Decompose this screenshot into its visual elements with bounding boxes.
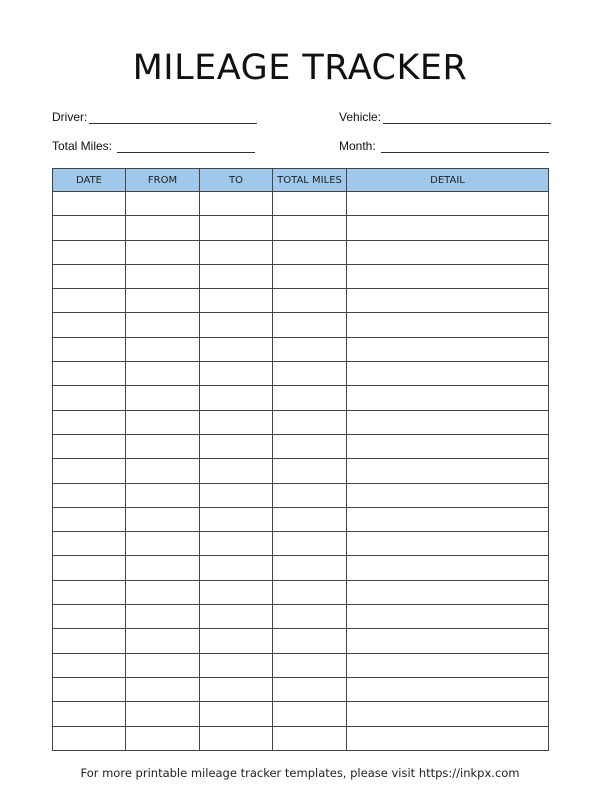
table-row	[53, 386, 549, 410]
table-body	[53, 192, 549, 751]
cell-total-miles[interactable]	[273, 434, 347, 458]
vehicle-input-line[interactable]	[383, 111, 551, 124]
cell-total-miles[interactable]	[273, 264, 347, 288]
cell-to[interactable]	[200, 410, 273, 434]
header-from: FROM	[126, 169, 200, 192]
cell-to[interactable]	[200, 532, 273, 556]
month-label: Month:	[339, 139, 376, 153]
cell-date[interactable]	[53, 580, 126, 604]
cell-from[interactable]	[126, 629, 200, 653]
cell-detail[interactable]	[347, 629, 549, 653]
table-row	[53, 556, 549, 580]
cell-date[interactable]	[53, 410, 126, 434]
cell-from[interactable]	[126, 289, 200, 313]
table-row	[53, 337, 549, 361]
cell-to[interactable]	[200, 434, 273, 458]
cell-from[interactable]	[126, 337, 200, 361]
cell-to[interactable]	[200, 580, 273, 604]
cell-from[interactable]	[126, 362, 200, 386]
total-miles-input-line[interactable]	[117, 140, 255, 153]
vehicle-field[interactable]	[339, 110, 551, 124]
table-row	[53, 726, 549, 750]
cell-detail[interactable]	[347, 264, 549, 288]
cell-to[interactable]	[200, 240, 273, 264]
cell-from[interactable]	[126, 386, 200, 410]
cell-detail[interactable]	[347, 459, 549, 483]
table-row	[53, 362, 549, 386]
cell-date[interactable]	[53, 240, 126, 264]
cell-total-miles[interactable]	[273, 192, 347, 216]
cell-from[interactable]	[126, 580, 200, 604]
cell-detail[interactable]	[347, 702, 549, 726]
cell-date[interactable]	[53, 192, 126, 216]
cell-date[interactable]	[53, 605, 126, 629]
cell-total-miles[interactable]	[273, 726, 347, 750]
cell-total-miles[interactable]	[273, 532, 347, 556]
cell-from[interactable]	[126, 726, 200, 750]
cell-detail[interactable]	[347, 726, 549, 750]
cell-to[interactable]	[200, 459, 273, 483]
footer-note: For more printable mileage tracker templates, please visit https://inkpx.com	[80, 766, 520, 780]
header-to: TO	[200, 169, 273, 192]
cell-date[interactable]	[53, 532, 126, 556]
cell-to[interactable]	[200, 264, 273, 288]
cell-total-miles[interactable]	[273, 240, 347, 264]
cell-detail[interactable]	[347, 386, 549, 410]
header-total-miles: TOTAL MILES	[273, 169, 347, 192]
total-miles-field[interactable]	[52, 139, 255, 153]
cell-date[interactable]	[53, 289, 126, 313]
cell-date[interactable]	[53, 483, 126, 507]
cell-detail[interactable]	[347, 240, 549, 264]
table-row	[53, 216, 549, 240]
cell-from[interactable]	[126, 702, 200, 726]
cell-to[interactable]	[200, 653, 273, 677]
cell-date[interactable]	[53, 726, 126, 750]
cell-detail[interactable]	[347, 216, 549, 240]
cell-detail[interactable]	[347, 605, 549, 629]
table-row	[53, 653, 549, 677]
cell-total-miles[interactable]	[273, 289, 347, 313]
table-row	[53, 289, 549, 313]
cell-from[interactable]	[126, 459, 200, 483]
cell-to[interactable]	[200, 313, 273, 337]
cell-to[interactable]	[200, 677, 273, 701]
cell-to[interactable]	[200, 629, 273, 653]
cell-from[interactable]	[126, 605, 200, 629]
cell-detail[interactable]	[347, 580, 549, 604]
table-row	[53, 434, 549, 458]
month-field[interactable]	[339, 139, 549, 153]
header-detail: DETAIL	[347, 169, 549, 192]
cell-to[interactable]	[200, 483, 273, 507]
table-row	[53, 507, 549, 531]
cell-detail[interactable]	[347, 653, 549, 677]
table-row	[53, 629, 549, 653]
cell-from[interactable]	[126, 483, 200, 507]
cell-total-miles[interactable]	[273, 483, 347, 507]
cell-total-miles[interactable]	[273, 386, 347, 410]
cell-from[interactable]	[126, 434, 200, 458]
cell-detail[interactable]	[347, 192, 549, 216]
cell-date[interactable]	[53, 459, 126, 483]
cell-to[interactable]	[200, 362, 273, 386]
total-miles-label: Total Miles:	[52, 139, 113, 153]
driver-field[interactable]	[52, 110, 257, 124]
cell-total-miles[interactable]	[273, 507, 347, 531]
cell-total-miles[interactable]	[273, 410, 347, 434]
table-row	[53, 483, 549, 507]
cell-from[interactable]	[126, 264, 200, 288]
month-input-line[interactable]	[381, 140, 549, 153]
cell-total-miles[interactable]	[273, 580, 347, 604]
cell-detail[interactable]	[347, 556, 549, 580]
table-row	[53, 410, 549, 434]
cell-detail[interactable]	[347, 337, 549, 361]
cell-date[interactable]	[53, 434, 126, 458]
cell-to[interactable]	[200, 726, 273, 750]
cell-date[interactable]	[53, 629, 126, 653]
cell-to[interactable]	[200, 702, 273, 726]
table-row	[53, 240, 549, 264]
cell-to[interactable]	[200, 556, 273, 580]
cell-total-miles[interactable]	[273, 337, 347, 361]
cell-total-miles[interactable]	[273, 362, 347, 386]
driver-input-line[interactable]	[89, 111, 257, 124]
table-row	[53, 677, 549, 701]
cell-date[interactable]	[53, 313, 126, 337]
table-row	[53, 313, 549, 337]
cell-to[interactable]	[200, 337, 273, 361]
cell-detail[interactable]	[347, 677, 549, 701]
cell-total-miles[interactable]	[273, 653, 347, 677]
cell-date[interactable]	[53, 264, 126, 288]
cell-to[interactable]	[200, 192, 273, 216]
cell-detail[interactable]	[347, 362, 549, 386]
cell-from[interactable]	[126, 192, 200, 216]
cell-from[interactable]	[126, 240, 200, 264]
cell-total-miles[interactable]	[273, 459, 347, 483]
cell-total-miles[interactable]	[273, 605, 347, 629]
cell-detail[interactable]	[347, 507, 549, 531]
cell-date[interactable]	[53, 677, 126, 701]
table-row	[53, 192, 549, 216]
cell-total-miles[interactable]	[273, 677, 347, 701]
cell-to[interactable]	[200, 507, 273, 531]
cell-detail[interactable]	[347, 410, 549, 434]
mileage-table	[52, 168, 549, 751]
driver-label: Driver:	[52, 110, 88, 124]
cell-detail[interactable]	[347, 483, 549, 507]
cell-from[interactable]	[126, 410, 200, 434]
cell-date[interactable]	[53, 216, 126, 240]
table-row	[53, 605, 549, 629]
table-header-row	[53, 169, 549, 192]
cell-detail[interactable]	[347, 289, 549, 313]
table-row	[53, 702, 549, 726]
table-row	[53, 580, 549, 604]
cell-total-miles[interactable]	[273, 313, 347, 337]
cell-detail[interactable]	[347, 434, 549, 458]
cell-total-miles[interactable]	[273, 702, 347, 726]
cell-total-miles[interactable]	[273, 556, 347, 580]
cell-date[interactable]	[53, 507, 126, 531]
cell-from[interactable]	[126, 507, 200, 531]
cell-to[interactable]	[200, 216, 273, 240]
cell-from[interactable]	[126, 313, 200, 337]
table-row	[53, 264, 549, 288]
cell-to[interactable]	[200, 289, 273, 313]
vehicle-label: Vehicle:	[339, 110, 382, 124]
cell-date[interactable]	[53, 556, 126, 580]
cell-from[interactable]	[126, 677, 200, 701]
cell-from[interactable]	[126, 653, 200, 677]
header-date: DATE	[53, 169, 126, 192]
table-row	[53, 459, 549, 483]
page-title: MILEAGE TRACKER	[132, 48, 468, 88]
cell-to[interactable]	[200, 386, 273, 410]
cell-from[interactable]	[126, 556, 200, 580]
cell-total-miles[interactable]	[273, 629, 347, 653]
cell-to[interactable]	[200, 605, 273, 629]
cell-from[interactable]	[126, 532, 200, 556]
cell-date[interactable]	[53, 337, 126, 361]
cell-date[interactable]	[53, 362, 126, 386]
cell-total-miles[interactable]	[273, 216, 347, 240]
cell-date[interactable]	[53, 653, 126, 677]
cell-detail[interactable]	[347, 532, 549, 556]
cell-date[interactable]	[53, 702, 126, 726]
table-row	[53, 532, 549, 556]
cell-date[interactable]	[53, 386, 126, 410]
cell-detail[interactable]	[347, 313, 549, 337]
cell-from[interactable]	[126, 216, 200, 240]
